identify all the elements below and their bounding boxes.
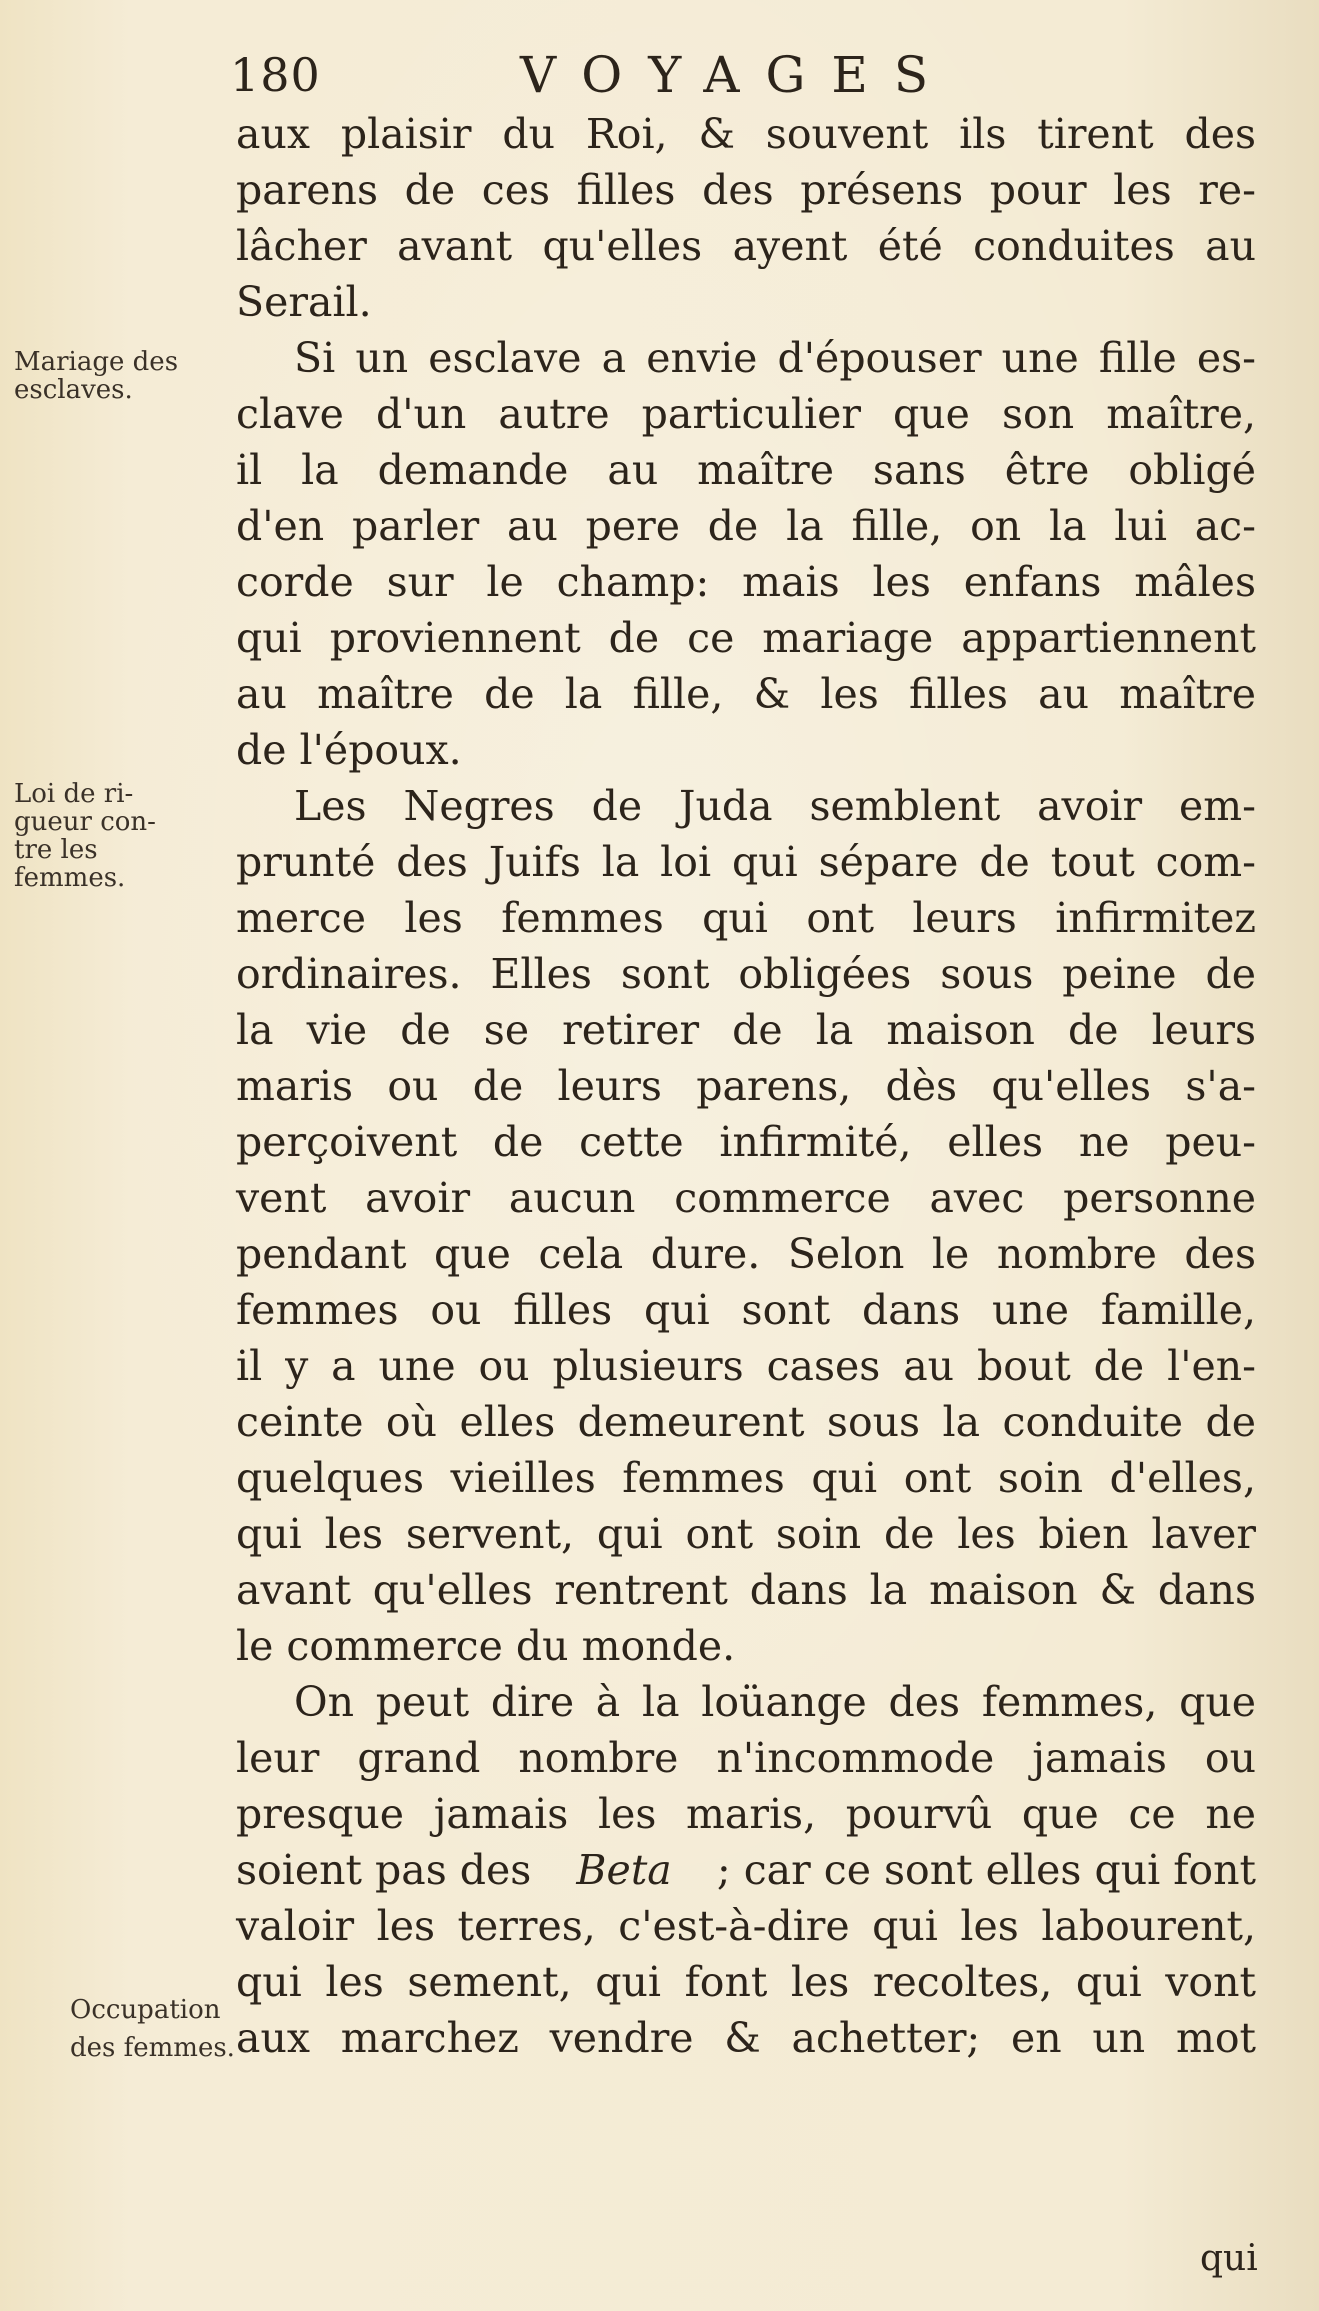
text-line: d'en parler au pere de la fille, on la lui ac- xyxy=(236,502,1256,550)
text-line: leur grand nombre n'incommode jamais ou xyxy=(236,1734,1256,1782)
text-line: prunté des Juifs la loi qui sépare de tout com- xyxy=(236,838,1256,886)
margin-note-line: Loi de ri- xyxy=(14,779,134,809)
page-header xyxy=(230,48,1030,108)
text-line: la vie de se retirer de la maison de leurs xyxy=(236,1006,1256,1054)
text-line: qui les sement, qui font les recoltes, qui vont xyxy=(236,1958,1256,2006)
text-line: Si un esclave a envie d'épouser une fille es- xyxy=(294,334,1256,382)
text-line: de l'époux. xyxy=(236,726,462,774)
text-line: corde sur le champ: mais les enfans mâles xyxy=(236,558,1256,606)
text-line: il y a une ou plusieurs cases au bout de l'en- xyxy=(236,1342,1256,1390)
italic-word: Beta xyxy=(576,1846,672,1894)
text-line: Serail. xyxy=(236,278,372,326)
text-line: au maître de la fille, & les filles au maître xyxy=(236,670,1256,718)
text-segment: soient pas des xyxy=(236,1846,532,1894)
text-line: presque jamais les maris, pourvû que ce ne xyxy=(236,1790,1256,1838)
margin-note-line: Occupation xyxy=(70,1995,221,2025)
text-segment: ; car ce sont elles qui font xyxy=(716,1846,1256,1894)
text-line: Les Negres de Juda semblent avoir em- xyxy=(294,782,1256,830)
text-line: aux marchez vendre & achetter; en un mot xyxy=(236,2014,1256,2062)
text-line: vent avoir aucun commerce avec personne xyxy=(236,1174,1256,1222)
running-title: VOYAGES xyxy=(520,46,955,104)
margin-note-loi xyxy=(14,780,156,892)
margin-note-mariage xyxy=(14,348,178,404)
text-line: quelques vieilles femmes qui ont soin d'elles, xyxy=(236,1454,1256,1502)
text-line: ordinaires. Elles sont obligées sous peine de xyxy=(236,950,1256,998)
margin-note-line: des femmes. xyxy=(70,2033,235,2063)
text-line: avant qu'elles rentrent dans la maison & dans xyxy=(236,1566,1256,1614)
text-line: qui proviennent de ce mariage appartiennent xyxy=(236,614,1256,662)
margin-note-occupation xyxy=(70,1996,235,2062)
text-line: valoir les terres, c'est-à-dire qui les labourent, xyxy=(236,1902,1256,1950)
text-line: ceinte où elles demeurent sous la conduite de xyxy=(236,1398,1256,1446)
margin-note-line: esclaves. xyxy=(14,375,133,405)
text-line: pendant que cela dure. Selon le nombre des xyxy=(236,1230,1256,1278)
margin-note-line: gueur con- xyxy=(14,807,156,837)
margin-note-line: Mariage des xyxy=(14,347,179,377)
text-line: merce les femmes qui ont leurs infirmitez xyxy=(236,894,1256,942)
page-number: 180 xyxy=(230,48,321,102)
text-line: aux plaisir du Roi, & souvent ils tirent des xyxy=(236,110,1256,158)
text-line: perçoivent de cette infirmité, elles ne peu- xyxy=(236,1118,1256,1166)
text-line: lâcher avant qu'elles ayent été conduites au xyxy=(236,222,1256,270)
text-line: qui les servent, qui ont soin de les bien laver xyxy=(236,1510,1256,1558)
text-line: On peut dire à la loüange des femmes, que xyxy=(294,1678,1256,1726)
catchword: qui xyxy=(1200,2238,1258,2279)
text-line: parens de ces filles des présens pour les re- xyxy=(236,166,1256,214)
text-line: le commerce du monde. xyxy=(236,1622,736,1670)
text-line: il la demande au maître sans être obligé xyxy=(236,446,1256,494)
text-line: femmes ou filles qui sont dans une famille, xyxy=(236,1286,1256,1334)
text-line xyxy=(236,1844,1256,1896)
margin-note-line: tre les xyxy=(14,835,98,865)
text-line: maris ou de leurs parens, dès qu'elles s'a- xyxy=(236,1062,1256,1110)
margin-note-line: femmes. xyxy=(14,863,126,893)
text-line: clave d'un autre particulier que son maître, xyxy=(236,390,1256,438)
